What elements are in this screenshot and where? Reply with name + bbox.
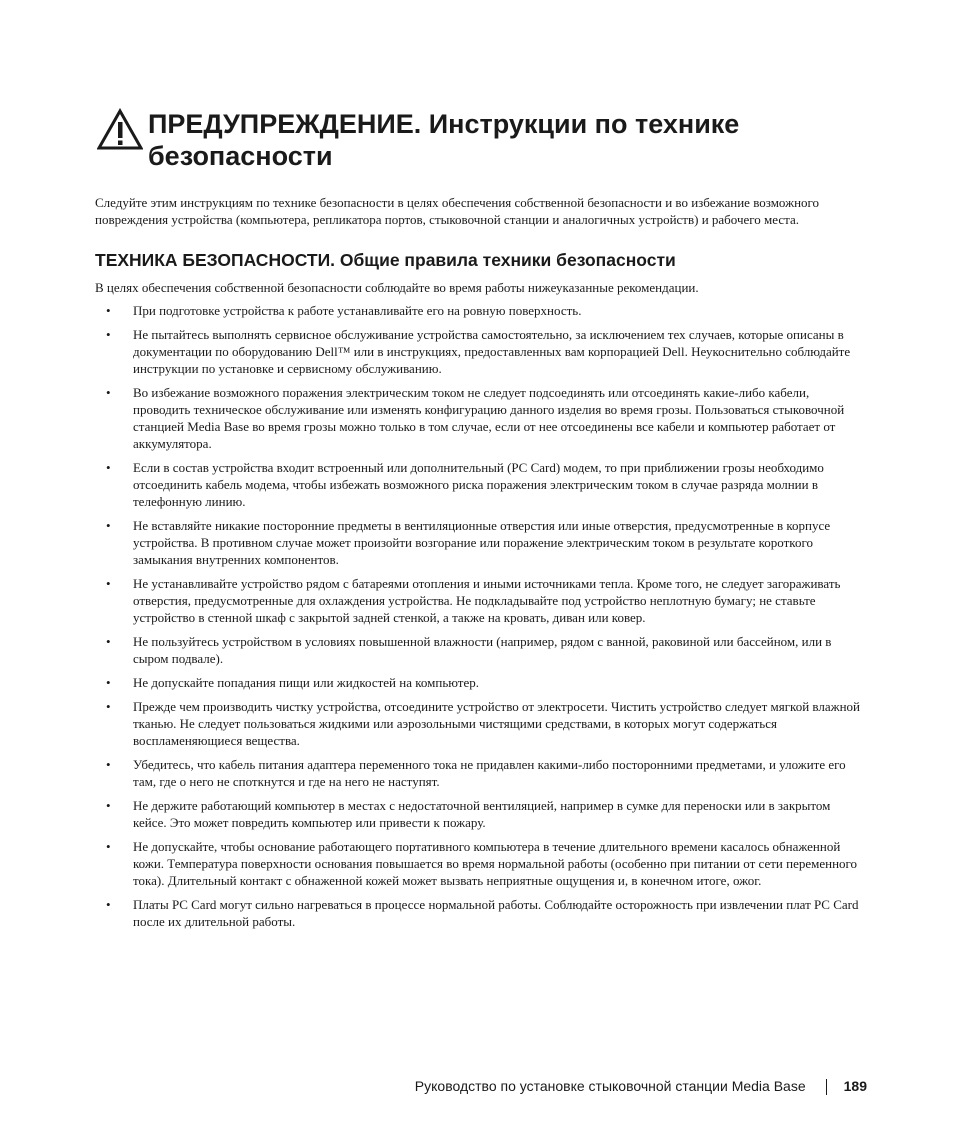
list-item-text: Во избежание возможного поражения электрическим током не следует подсоединять или отсоединять какие-либо кабели, проводить техническое обслуживание или изменять конфигурацию данного изделия во время грозы. Пользоваться стыковочной станцией Media Base во время грозы можно только в том случае, если от нее отсоединены все кабели и компьютер работает от аккумулятора. [133,385,845,451]
bullet-icon: • [106,634,111,649]
list-item [95,674,865,691]
bullet-icon: • [106,897,111,912]
list-item-text: Платы PC Card могут сильно нагреваться в процессе нормальной работы. Соблюдайте осторожность при извлечении плат PC Card после их длительной работы. [133,897,859,929]
list-item [95,575,865,626]
bullet-icon: • [106,675,111,690]
intro-paragraph: Следуйте этим инструкциям по технике безопасности в целях обеспечения собственной безопасности и во избежание возможного повреждения устройства (компьютера, репликатора портов, стыковочной станции и аналогичных устройств) и рабочего места. [95,195,820,227]
bullet-icon: • [106,303,111,318]
list-item-text: Не допускайте, чтобы основание работающего портативного компьютера в течение длительного времени касалось обнаженной кожи. Температура поверхности основания повышается во время нормальной работы (особенно при питании от сети переменного тока). Длительный контакт с обнаженной кожей может вызвать неприятные ощущения и, в конечном итоге, ожог. [133,839,858,888]
page-number: 189 [843,1078,867,1094]
list-item [95,698,865,749]
title-block [97,108,877,172]
bullet-icon: • [106,327,111,342]
page-title [97,108,877,172]
section-intro-paragraph: В целях обеспечения собственной безопасности соблюдайте во время работы нижеуказанные рекомендации. [95,280,699,295]
list-item [95,838,865,889]
bullet-icon: • [106,798,111,813]
list-item-text: Не устанавливайте устройство рядом с батареями отопления и иными источниками тепла. Кроме того, не следует загораживать отверстия, предусмотренные для охлаждения устройства. Не подкладывайте под устройство неплотную бумагу; не ставьте устройство в стенной шкаф с закрытой задней стенкой, а также на кровать, диван или ковер. [133,576,841,625]
bullet-icon: • [106,460,111,475]
bullet-icon: • [106,576,111,591]
bullet-icon: • [106,518,111,533]
page-footer [300,1074,867,1098]
list-item-text: Если в состав устройства входит встроенный или дополнительный (PC Card) модем, то при приближении грозы необходимо отсоединить кабель модема, чтобы избежать возможного риска поражения электрическим током в случае разряда молнии в телефонную линию. [133,460,824,509]
list-item [95,797,865,831]
list-item-text: При подготовке устройства к работе устанавливайте его на ровную поверхность. [133,303,582,318]
list-item-text: Не пользуйтесь устройством в условиях повышенной влажности (например, рядом с ванной, раковиной или бассейном, или в сыром подвале). [133,634,832,666]
list-item-text: Не допускайте попадания пищи или жидкостей на компьютер. [133,675,479,690]
section-heading: ТЕХНИКА БЕЗОПАСНОСТИ. Общие правила техники безопасности [95,250,676,270]
list-item [95,326,865,377]
list-item [95,302,865,319]
bullet-icon: • [106,385,111,400]
safety-rules-list [95,302,865,937]
list-item [95,633,865,667]
bullet-icon: • [106,699,111,714]
bullet-icon: • [106,757,111,772]
list-item-text: Не пытайтесь выполнять сервисное обслуживание устройства самостоятельно, за исключением тех случаев, которые описаны в документации по оборудованию Dell™ или в инструкциях, предоставленных вам корпорацией Dell. Неукоснительно соблюдайте инструкции по установке и сервисному обслуживанию. [133,327,851,376]
list-item-text: Не держите работающий компьютер в местах с недостаточной вентиляцией, например в сумке для переноски или в закрытом кейсе. Это может повредить компьютер или привести к пожару. [133,798,831,830]
list-item [95,384,865,452]
bullet-icon: • [106,839,111,854]
list-item-text: Убедитесь, что кабель питания адаптера переменного тока не придавлен какими-либо посторонними предметами, и уложите его там, где о него не споткнутся и где на него не наступят. [133,757,846,789]
list-item-text: Не вставляйте никакие посторонние предметы в вентиляционные отверстия или иные отверстия, предусмотренные в корпусе устройства. В противном случае может произойти возгорание или поражение электрическим током в результате короткого замыкания внутренних компонентов. [133,518,831,567]
list-item [95,517,865,568]
list-item-text: Прежде чем производить чистку устройства, отсоедините устройство от электросети. Чистить устройство следует мягкой влажной тканью. Не следует пользоваться жидкими или аэрозольными чистящими средствами, в которых могут содержаться воспламеняющиеся вещества. [133,699,861,748]
warning-triangle-icon [97,108,143,150]
footer-title: Руководство по установке стыковочной станции Media Base [414,1078,806,1094]
page-title-line-1: ПРЕДУПРЕЖДЕНИЕ. Инструкции по технике [148,109,740,139]
footer-divider [826,1079,827,1095]
list-item [95,896,865,930]
list-item [95,756,865,790]
page-title-line-2: безопасности [148,141,333,171]
list-item [95,459,865,510]
